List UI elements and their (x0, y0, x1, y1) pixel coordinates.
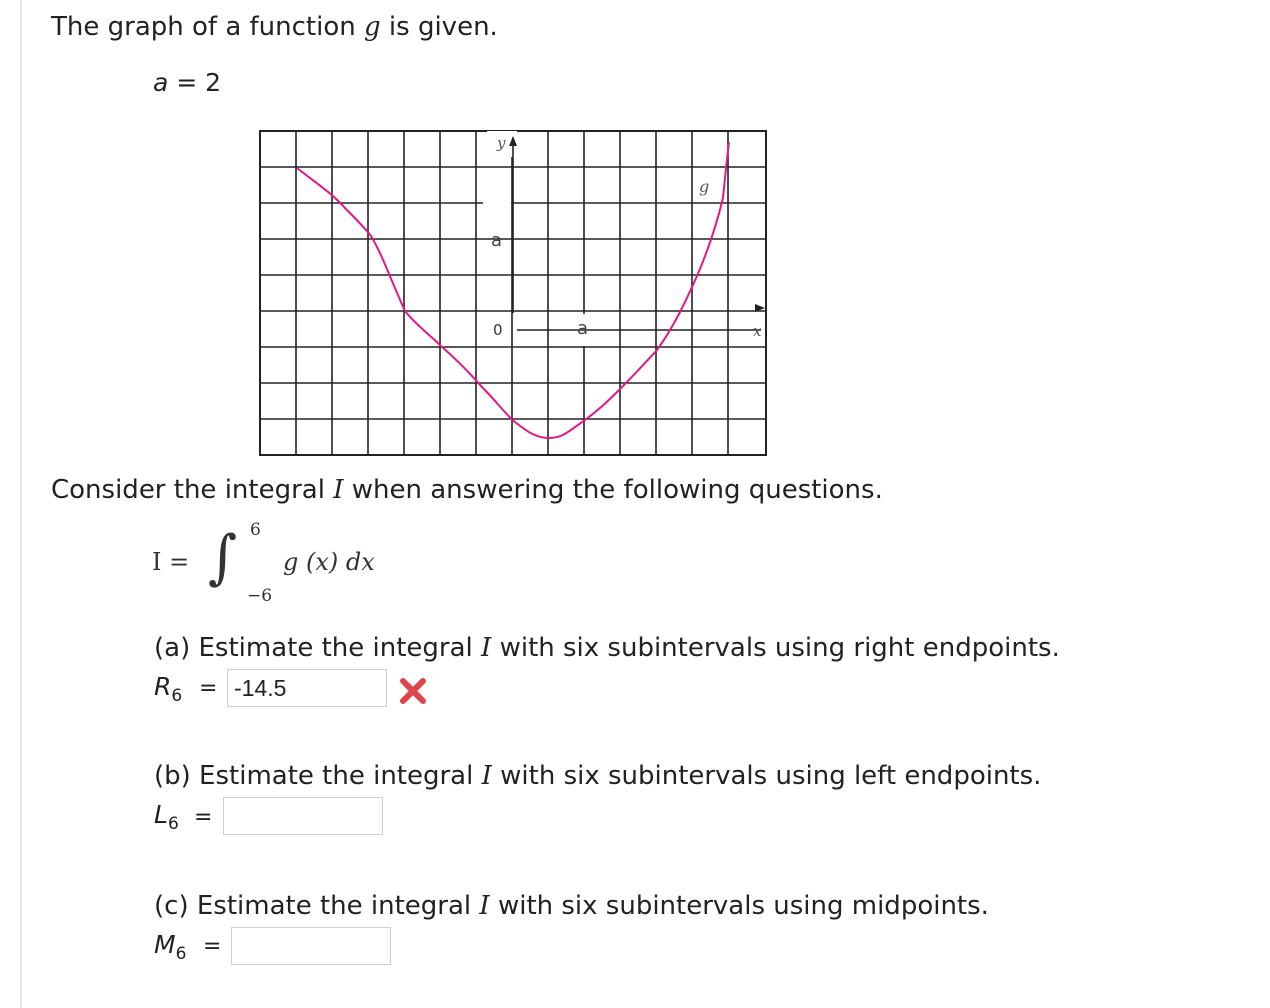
answer-c-input[interactable] (231, 927, 391, 965)
answer-a-label (154, 672, 182, 706)
intro-text (51, 12, 498, 42)
question-a-text-start: (a) Estimate the integral (154, 633, 482, 663)
integral-lower-limit: −6 (247, 586, 273, 606)
question-c (154, 891, 989, 921)
question-c-text-end: with six subintervals using midpoints. (489, 891, 989, 921)
answer-a-subscript: 6 (171, 686, 183, 706)
consider-text-end: when answering the following questions. (343, 475, 883, 505)
consider-text-start: Consider the integral (51, 475, 334, 505)
parameter-a (153, 68, 221, 97)
intro-text-start: The graph of a function (51, 12, 364, 42)
answer-c-equals: = (203, 934, 222, 959)
question-c-variable: I (479, 891, 490, 921)
parameter-value: = 2 (168, 68, 222, 97)
answer-b-letter: L (154, 800, 168, 829)
intro-text-end: is given. (380, 12, 498, 42)
consider-text (51, 475, 883, 505)
answer-a-letter: R (154, 672, 172, 701)
answer-b-input[interactable] (223, 797, 383, 835)
answer-b-equals: = (194, 805, 213, 830)
answer-c-symbol (154, 930, 187, 964)
integral-variable: I (333, 475, 344, 505)
question-b (154, 761, 1041, 791)
question-a-variable: I (481, 633, 492, 663)
x-axis-label: x (753, 322, 762, 340)
answer-c-subscript: 6 (175, 944, 187, 964)
question-a-text-end: with six subintervals using right endpoints. (491, 633, 1060, 663)
page-left-border (20, 0, 22, 1008)
integral-formula (150, 520, 410, 610)
answer-b-symbol (154, 800, 179, 834)
y-axis-label: y (497, 134, 506, 152)
answer-a-symbol (154, 672, 183, 706)
function-graph (257, 128, 769, 460)
question-b-text-end: with six subintervals using left endpoints. (491, 761, 1042, 791)
integral-upper-limit: 6 (250, 520, 261, 540)
origin-label: 0 (493, 321, 503, 339)
function-name: g (364, 12, 381, 42)
question-b-variable: I (481, 761, 492, 791)
answer-a-input[interactable] (227, 669, 387, 707)
x-tick-label: a (577, 318, 589, 339)
answer-a-equals: = (199, 676, 218, 701)
answer-b-subscript: 6 (167, 814, 179, 834)
integral-lhs: I = (152, 548, 190, 576)
question-b-text-start: (b) Estimate the integral (154, 761, 482, 791)
question-a (154, 633, 1060, 663)
integrand: g (x) dx (283, 548, 375, 576)
integral-sign: ∫ (208, 523, 238, 592)
answer-c-letter: M (154, 930, 176, 959)
question-c-text-start: (c) Estimate the integral (154, 891, 480, 921)
answer-c-label (154, 930, 186, 964)
y-tick-label-bg (483, 184, 511, 214)
parameter-name: a (153, 68, 169, 97)
y-tick-label: a (491, 230, 503, 251)
incorrect-icon (398, 676, 428, 706)
curve-label: g (699, 177, 710, 196)
answer-b-label (154, 800, 179, 834)
